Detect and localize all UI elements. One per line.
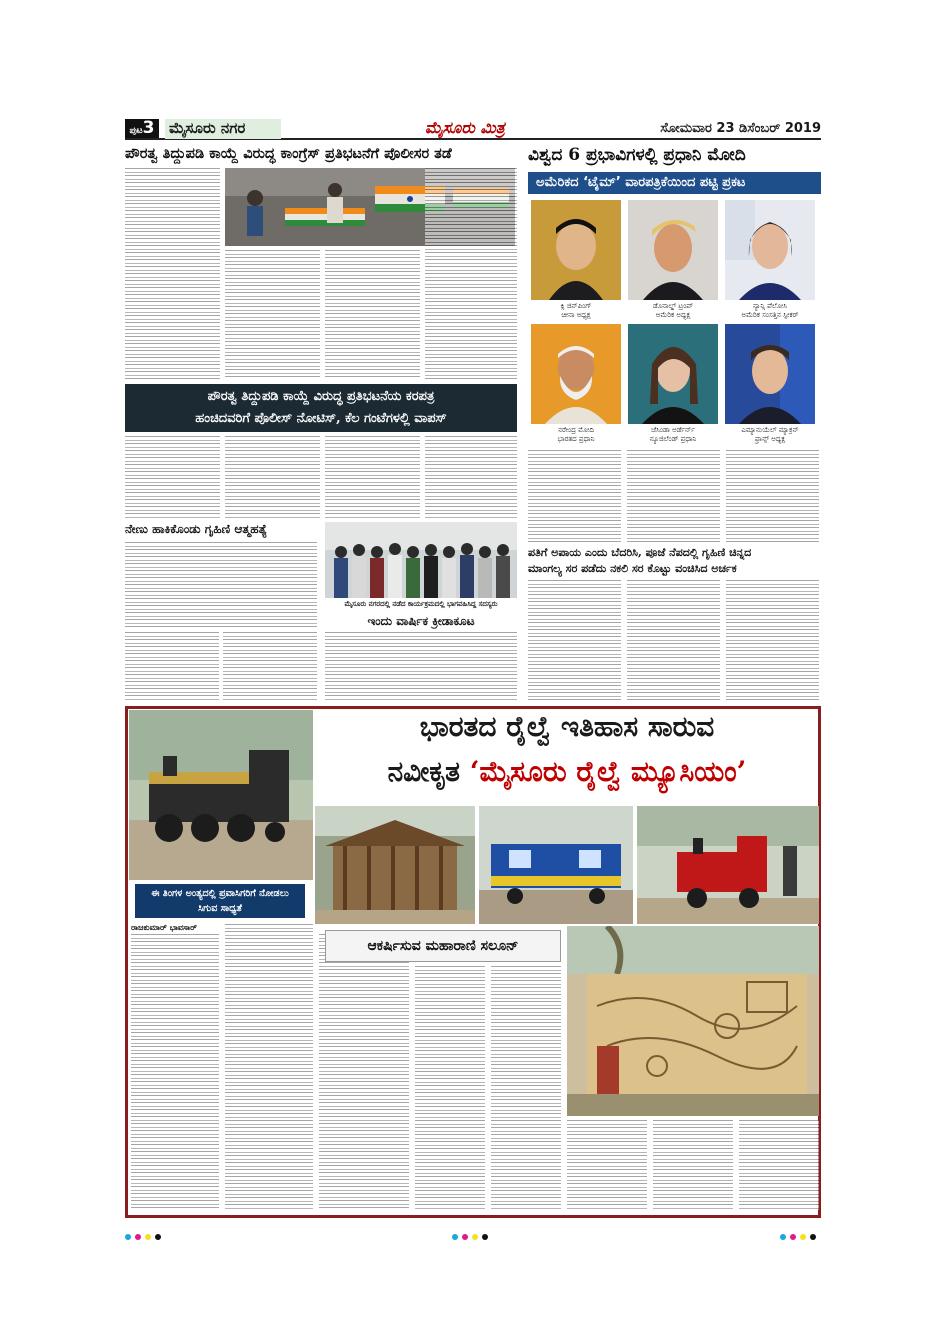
page-label: ಪುಟ: [129, 126, 143, 136]
mural-wall-photo: [567, 926, 819, 1116]
saloon-heading: ಆಕರ್ಷಿಸುವ ಮಹಾರಾಣಿ ಸಲೂನ್: [325, 930, 561, 962]
railway-body-col5: [653, 1120, 733, 1210]
caption-modi: [531, 426, 621, 444]
registration-marks-left: [125, 1225, 165, 1231]
section-name: ಮೈಸೂರು ನಗರ: [165, 119, 281, 139]
protest-body-col2: [225, 250, 320, 380]
suicide-body-col2: [125, 632, 219, 702]
page-number: 3: [142, 118, 155, 138]
suicide-body-col3: [223, 632, 317, 702]
role-xi: ಚೀನಾ ಅಧ್ಯಕ್ಷ: [561, 311, 591, 319]
group-photo: [325, 522, 517, 598]
protest-body-col1: [125, 168, 220, 380]
sports-headline: ಇಂದು ವಾರ್ಷಿಕ ಕ್ರೀಡಾಕೂಟ: [367, 614, 475, 628]
role-ardern: ನ್ಯೂಜಿಲೆಂಡ್ ಪ್ರಧಾನಿ: [649, 435, 697, 443]
caption-trump: [628, 302, 718, 320]
railway-body-col4: [567, 1120, 647, 1210]
registration-marks-right: [780, 1225, 820, 1231]
cyan-dot: [780, 1234, 786, 1240]
caption-ardern: [628, 426, 718, 444]
notice-body-col4: [425, 436, 517, 518]
railway-headline-prefix: ನವೀಕೃತ: [387, 755, 461, 788]
steam-locomotive-photo: [129, 710, 313, 880]
magenta-dot: [790, 1234, 796, 1240]
blue-diesel-locomotive-photo: [479, 806, 633, 924]
railway-headline: [315, 710, 819, 805]
protest-body-col3: [325, 250, 420, 380]
railway-body-col6: [739, 1120, 819, 1210]
name-trump: ಡೊನಾಲ್ಡ್ ಟ್ರಂಪ್: [652, 302, 694, 310]
modi-subhead: ಅಮೆರಿಕದ ‘ಟೈಮ್’ ವಾರಪತ್ರಿಕೆಯಿಂದ ಪಟ್ಟಿ ಪ್ರಕಟ: [528, 172, 821, 194]
railway-headline-highlight: ‘ಮೈಸೂರು ರೈಲ್ವೆ ಮ್ಯೂಸಿಯಂ’: [469, 755, 747, 788]
chain-headline-line1: ಪತಿಗೆ ಅಪಾಯ ಎಂದು ಬೆದರಿಸಿ, ಪೂಜೆ ನೆಪದಲ್ಲಿ ಗೃಹಿಣಿ ಚಿನ್ನದ: [528, 546, 752, 559]
notice-body-col2: [225, 436, 320, 518]
notice-banner: [125, 384, 517, 432]
railway-body-col1: [131, 934, 219, 1210]
protest-headline: ಪೌರತ್ವ ತಿದ್ದುಪಡಿ ಕಾಯ್ದೆ ವಿರುದ್ಧ ಕಾಂಗ್ರೆಸ್ ಪ್ರತಿಭಟನೆಗೆ ಪೊಲೀಸರ ತಡೆ: [125, 145, 452, 162]
railway-photo-tag: ಈ ತಿಂಗಳ ಅಂತ್ಯದಲ್ಲಿ ಪ್ರವಾಸಿಗರಿಗೆ ನೋಡಲು ಸಿಗುವ ಸಾಧ್ಯತೆ: [135, 884, 305, 918]
black-dot: [482, 1234, 488, 1240]
museum-shed-photo: [315, 806, 475, 924]
chain-body-col3: [726, 580, 819, 702]
issue-date: ಸೋಮವಾರ 23 ಡಿಸೆಂಬರ್ 2019: [660, 121, 821, 136]
name-macron: ಎಮ್ಯಾನುಯೆಲ್ ಮ್ಯಾಕ್ರನ್: [741, 426, 799, 434]
chain-body-col1: [528, 580, 621, 702]
caption-xi: [531, 302, 621, 320]
magenta-dot: [462, 1234, 468, 1240]
portrait-ardern: [628, 324, 718, 424]
magenta-dot: [135, 1234, 141, 1240]
name-pelosi: ನ್ಯಾನ್ಸಿ ಪೆಲೋಸಿ: [753, 302, 787, 310]
modi-body-col3: [726, 450, 819, 542]
portrait-trump: [628, 200, 718, 300]
chain-headline-line2: ಮಾಂಗಲ್ಯ ಸರ ಪಡೆದು ನಕಲಿ ಸರ ಕೊಟ್ಟು ವಂಚಿಸಿದ ಅರ್ಚಕ: [528, 562, 737, 575]
cyan-dot: [125, 1234, 131, 1240]
modi-body-col1: [528, 450, 621, 542]
yellow-dot: [472, 1234, 478, 1240]
page-header: [125, 118, 821, 140]
newspaper-page: [125, 118, 821, 1218]
modi-headline: ವಿಶ್ವದ 6 ಪ್ರಭಾವಿಗಳಲ್ಲಿ ಪ್ರಧಾನಿ ಮೋದಿ: [528, 145, 746, 165]
railway-body-col3: [319, 934, 409, 1210]
role-macron: ಫ್ರಾನ್ಸ್ ಅಧ್ಯಕ್ಷ: [754, 435, 786, 443]
notice-headline-line1: ಪೌರತ್ವ ತಿದ್ದುಪಡಿ ಕಾಯ್ದೆ ವಿರುದ್ಧ ಪ್ರತಿಭಟನೆಯ ಕರಪತ್ರ: [207, 389, 435, 404]
notice-body-col1: [125, 436, 220, 518]
name-xi: ಕ್ಸಿ ಜಿನ್‌ಪಿಂಗ್: [560, 302, 592, 310]
registration-marks-center: [452, 1225, 492, 1231]
caption-macron: [725, 426, 815, 444]
sports-body: [325, 632, 517, 702]
notice-body-col3: [325, 436, 420, 518]
portrait-pelosi: [725, 200, 815, 300]
portrait-xi: [531, 200, 621, 300]
suicide-headline: ನೇಣು ಹಾಕಿಕೊಂಡು ಗೃಹಿಣಿ ಆತ್ಮಹತ್ಯೆ: [125, 522, 268, 536]
modi-body-col2: [627, 450, 720, 542]
protest-body-col4: [425, 168, 517, 380]
role-trump: ಅಮೆರಿಕ ಅಧ್ಯಕ್ಷ: [655, 311, 691, 319]
railway-headline-line2: [315, 755, 819, 789]
cyan-dot: [452, 1234, 458, 1240]
suicide-body-col1: [125, 542, 317, 630]
portrait-macron: [725, 324, 815, 424]
masthead: ಮೈಸೂರು ಮಿತ್ರ: [425, 118, 505, 137]
notice-headline-line2: ಹಂಚಿದವರಿಗೆ ಪೊಲೀಸ್ ನೋಟಿಸ್, ಕೆಲ ಗಂಟೆಗಳಲ್ಲಿ ವಾಪಸ್: [195, 411, 447, 426]
name-ardern: ಜೆಸಿಂಡಾ ಅರ್ಡೆರ್ನ್: [651, 426, 695, 434]
black-dot: [810, 1234, 816, 1240]
chain-body-col2: [627, 580, 720, 702]
role-modi: ಭಾರತದ ಪ್ರಧಾನಿ: [557, 435, 595, 443]
railway-byline: ರಾಜಕುಮಾರ್ ಭಾವಸಾರ್: [131, 922, 197, 932]
caption-pelosi: [725, 302, 815, 320]
black-dot: [155, 1234, 161, 1240]
yellow-dot: [145, 1234, 151, 1240]
red-toy-engine-photo: [637, 806, 819, 924]
page-number-box: [125, 119, 159, 138]
name-modi: ನರೇಂದ್ರ ಮೋದಿ: [558, 426, 594, 434]
yellow-dot: [800, 1234, 806, 1240]
railway-headline-line1: ಭಾರತದ ರೈಲ್ವೆ ಇತಿಹಾಸ ಸಾರುವ: [419, 710, 715, 743]
railway-body-col2: [225, 924, 313, 1210]
group-photo-caption: ಮೈಸೂರು ನಗರದಲ್ಲಿ ನಡೆದ ಕಾರ್ಯಕ್ರಮದಲ್ಲಿ ಭಾಗವಹಿಸಿದ್ದ ಸದಸ್ಯರು: [344, 600, 498, 608]
portrait-modi: [531, 324, 621, 424]
saloon-body-col1: [415, 966, 485, 1210]
saloon-body-col2: [491, 966, 561, 1210]
role-pelosi: ಅಮೆರಿಕ ಸಂಸತ್ತಿನ ಸ್ಪೀಕರ್: [741, 311, 799, 319]
